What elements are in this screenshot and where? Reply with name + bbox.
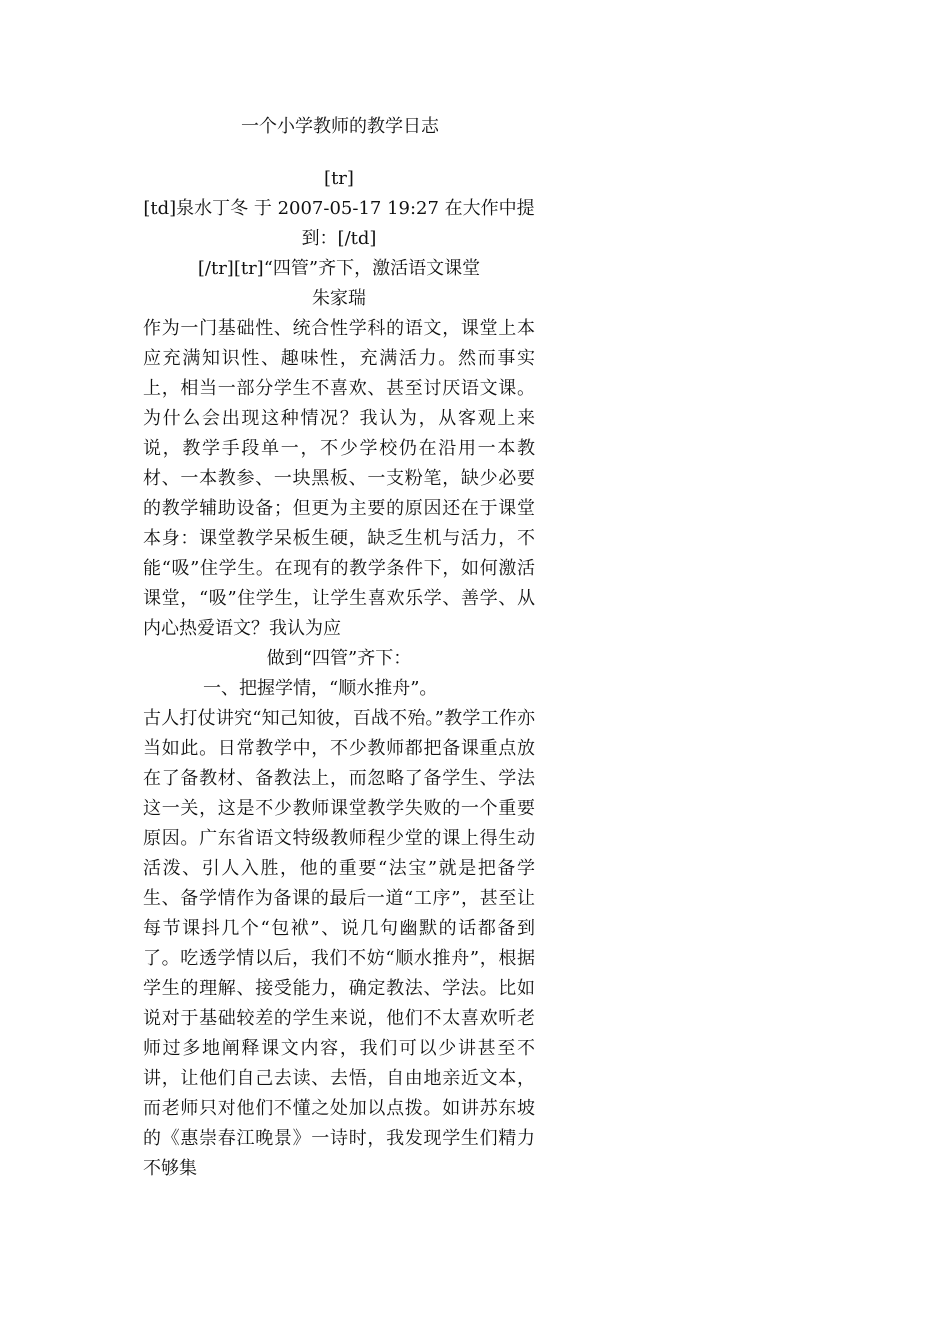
tr-open-tag: [tr]	[324, 168, 354, 189]
section-1-paragraph: 古人打仗讲究“知己知彼，百战不殆。”教学工作亦当如此。日常教学中，不少教师都把备课重点放在了备教材、备教法上，而忽略了备学生、学法这一关，这是不少教师课堂教学失败的一个重要原因。广东省语文特级教师程少堂的课上得生动活泼、引人入胜，他的重要“法宝”就是把备学生、备学情作为备课的最后一道“工序”，甚至让每节课抖几个“包袱”、说几句幽默的话都备到了。吃透学情以后，我们不妨“顺水推舟”，根据学生的理解、接受能力，确定教法、学法。比如说对于基础较差的学生来说，他们不太喜欢听老师过多地阐释课文内容，我们可以少讲甚至不讲，让他们自己去读、去悟，自由地亲近文本，而老师只对他们不懂之处加以点拨。如讲苏东坡的《惠崇春江晚景》一诗时，我发现学生们精力不够集	[143, 708, 535, 1179]
subtitle-line: [/tr][tr]“四管”齐下，激活语文课堂	[197, 258, 481, 279]
meta-line: [td]泉水丁冬 于 2007-05-17 19:27 在大作中提到：[/td]	[143, 198, 535, 249]
section-1-heading: 一、把握学情，“顺水推舟”。	[203, 678, 438, 699]
intro-last-line: 做到“四管”齐下：	[266, 648, 412, 669]
document-body	[143, 164, 535, 1184]
author-name: 朱家瑞	[312, 288, 366, 309]
document-title: 一个小学教师的教学日志	[241, 116, 439, 137]
intro-paragraph: 作为一门基础性、统合性学科的语文，课堂上本应充满知识性、趣味性，充满活力。然而事实上，相当一部分学生不喜欢、甚至讨厌语文课。为什么会出现这种情况？我认为，从客观上来说，教学手段单一，不少学校仍在沿用一本教材、一本教参、一块黑板、一支粉笔，缺少必要的教学辅助设备；但更为主要的原因还在于课堂本身：课堂教学呆板生硬，缺乏生机与活力，不能“吸”住学生。在现有的教学条件下，如何激活课堂，“吸”住学生，让学生喜欢乐学、善学、从内心热爱语文？我认为应	[143, 318, 535, 639]
